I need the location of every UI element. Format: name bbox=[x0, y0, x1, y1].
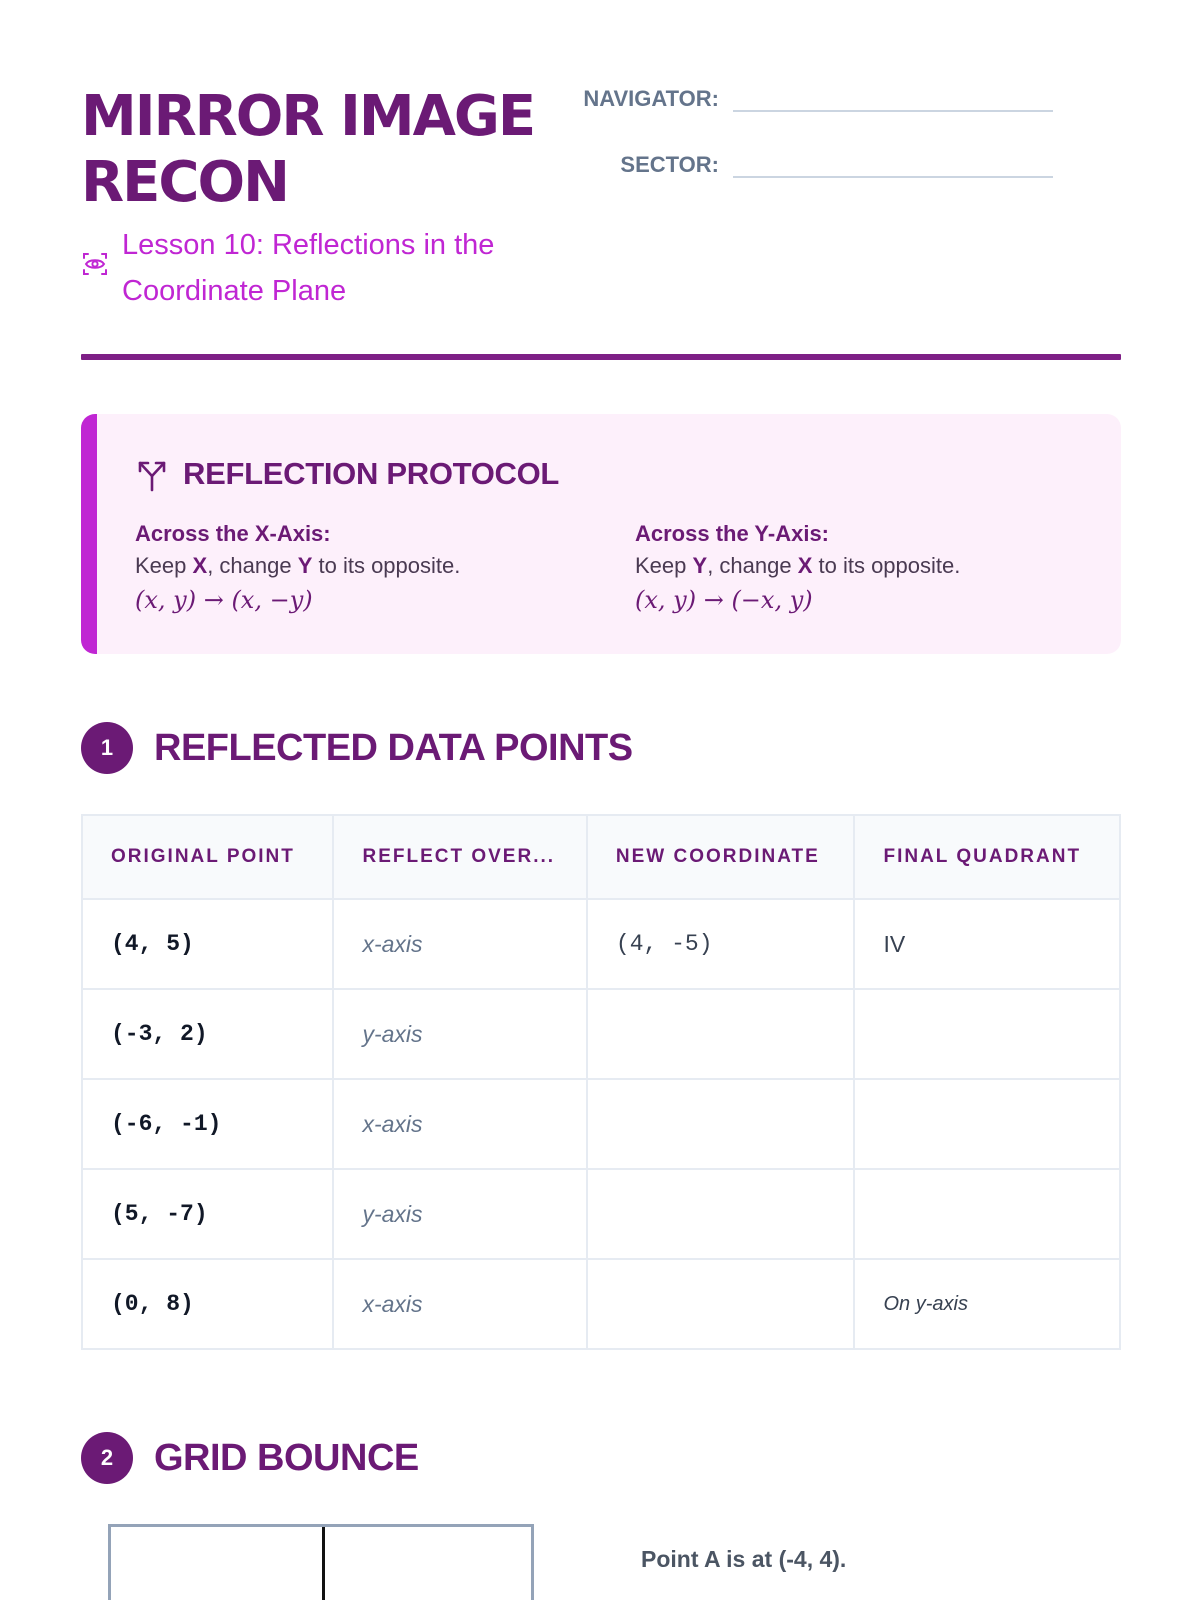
new-coordinate-cell[interactable] bbox=[587, 1259, 855, 1349]
table-row bbox=[82, 1079, 1120, 1169]
worksheet-header bbox=[81, 0, 1121, 362]
lesson-subtitle: Lesson 10: Reflections in the Coordinate Plane bbox=[122, 229, 495, 307]
title-line-1: MIRROR IMAGE bbox=[81, 84, 535, 149]
worksheet-title bbox=[81, 84, 601, 216]
section-1-heading bbox=[81, 722, 633, 774]
y-axis-rule bbox=[635, 518, 1095, 618]
original-point-cell: (-6, -1) bbox=[82, 1079, 333, 1169]
final-quadrant-cell[interactable]: On y-axis bbox=[854, 1259, 1120, 1349]
column-header: NEW COORDINATE bbox=[587, 815, 855, 899]
x-axis-rule-text: Keep X, change Y to its opposite. bbox=[135, 553, 461, 578]
table-row bbox=[82, 1169, 1120, 1259]
grid-y-axis bbox=[322, 1527, 325, 1600]
table-header-row bbox=[82, 815, 1120, 899]
section-1-badge: 1 bbox=[81, 722, 133, 774]
original-point-cell: (4, 5) bbox=[82, 899, 333, 989]
section-1-title: REFLECTED DATA POINTS bbox=[154, 726, 633, 769]
final-quadrant-cell[interactable] bbox=[854, 1169, 1120, 1259]
reflection-protocol-box bbox=[81, 414, 1121, 654]
new-coordinate-cell[interactable] bbox=[587, 1079, 855, 1169]
navigator-field bbox=[559, 86, 1053, 112]
table-row bbox=[82, 989, 1120, 1079]
sector-label: SECTOR: bbox=[620, 152, 719, 177]
x-axis-rule bbox=[135, 518, 595, 618]
lesson-subtitle-row bbox=[81, 222, 581, 314]
final-quadrant-cell[interactable]: IV bbox=[854, 899, 1120, 989]
original-point-cell: (0, 8) bbox=[82, 1259, 333, 1349]
reflect-axis-cell: x-axis bbox=[333, 1079, 586, 1169]
navigator-label: NAVIGATOR: bbox=[583, 86, 719, 111]
sector-input-line[interactable] bbox=[733, 154, 1053, 178]
new-coordinate-cell[interactable] bbox=[587, 1169, 855, 1259]
split-arrows-icon bbox=[135, 456, 169, 492]
column-header: ORIGINAL POINT bbox=[82, 815, 333, 899]
y-axis-formula: (x, y) → (−x, y) bbox=[635, 586, 813, 614]
section-2-heading bbox=[81, 1432, 419, 1484]
navigator-input-line[interactable] bbox=[733, 88, 1053, 112]
table-row bbox=[82, 1259, 1120, 1349]
y-axis-rule-heading: Across the Y-Axis: bbox=[635, 521, 830, 546]
reflect-axis-cell: y-axis bbox=[333, 989, 586, 1079]
table-row bbox=[82, 899, 1120, 989]
section-2-badge: 2 bbox=[81, 1432, 133, 1484]
column-header: REFLECT OVER... bbox=[333, 815, 586, 899]
new-coordinate-cell[interactable] bbox=[587, 989, 855, 1079]
section-2-title: GRID BOUNCE bbox=[154, 1436, 419, 1479]
y-axis-rule-text: Keep Y, change X to its opposite. bbox=[635, 553, 961, 578]
new-coordinate-cell[interactable]: (4, -5) bbox=[587, 899, 855, 989]
sector-field bbox=[559, 152, 1053, 178]
original-point-cell: (5, -7) bbox=[82, 1169, 333, 1259]
original-point-cell: (-3, 2) bbox=[82, 989, 333, 1079]
reflect-axis-cell: x-axis bbox=[333, 1259, 586, 1349]
coordinate-grid bbox=[108, 1524, 534, 1600]
protocol-title: REFLECTION PROTOCOL bbox=[183, 456, 560, 491]
title-line-2: RECON bbox=[81, 150, 288, 215]
reflected-points-table bbox=[81, 814, 1121, 1350]
reflect-axis-cell: y-axis bbox=[333, 1169, 586, 1259]
x-axis-formula: (x, y) → (x, −y) bbox=[135, 586, 313, 614]
eye-scan-icon bbox=[81, 250, 109, 278]
protocol-heading bbox=[135, 456, 559, 492]
column-header: FINAL QUADRANT bbox=[854, 815, 1120, 899]
worksheet-page bbox=[81, 0, 1121, 1572]
x-axis-rule-heading: Across the X-Axis: bbox=[135, 521, 331, 546]
header-divider bbox=[81, 354, 1121, 360]
final-quadrant-cell[interactable] bbox=[854, 989, 1120, 1079]
reflect-axis-cell: x-axis bbox=[333, 899, 586, 989]
point-a-statement: Point A is at (-4, 4). bbox=[641, 1546, 847, 1572]
final-quadrant-cell[interactable] bbox=[854, 1079, 1120, 1169]
